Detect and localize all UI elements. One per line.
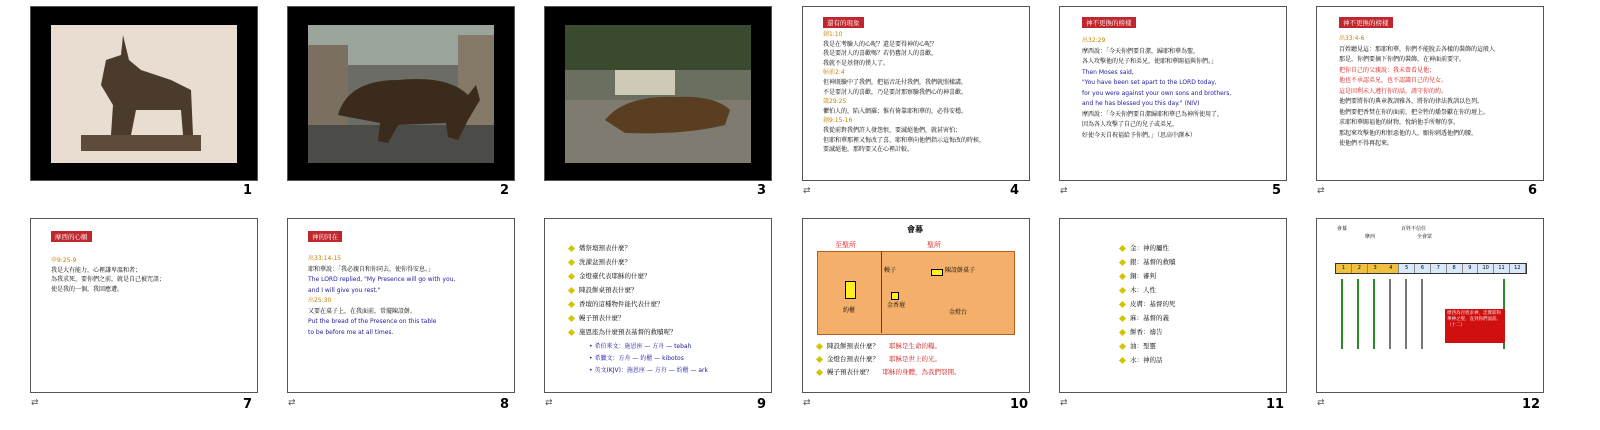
bullet-text: 銀：基督的救贖: [1130, 258, 1176, 266]
timeline-note: 摩西為百姓求神，忠實耶和華神之聖，直到你們面前。（十二）: [1445, 309, 1505, 343]
bullet-icon: [568, 314, 575, 321]
bullet-text: 水：神的話: [1130, 356, 1163, 364]
slide-text-line: 但耶和華那裡又悔改了喜，耶和華向他們指示這悔改的時候，: [823, 136, 986, 144]
most-holy-label: 至聖所: [835, 241, 856, 249]
slide-text-line: 求耶和華賜福他的財物，悅納他手所辦的事。: [1339, 119, 1460, 126]
slide-number: 3: [757, 183, 767, 198]
slide-text-line: 那是，你們要摘下你們的裝飾，在神面前要守。: [1339, 56, 1466, 63]
timeline-cell: 8: [1447, 264, 1463, 273]
slide-text-line: 我是大有能力，心裡謙卑溫和者；: [51, 266, 142, 274]
bullet-text: 金燈臺代表耶穌的什麼？: [579, 272, 651, 280]
slide-number: 12: [1522, 397, 1541, 412]
slide-number: 9: [757, 397, 767, 412]
slide-thumbnail-9[interactable]: [544, 218, 772, 393]
slide-text-line: 耶和華說：「我必親自和你同去，使你得安息。」: [308, 265, 435, 273]
slide-text-line: 創9:15-16: [823, 117, 853, 125]
bullet-icon: [1119, 342, 1126, 349]
slide-transition-icon[interactable]: ⇄: [1317, 398, 1325, 408]
timeline-cell: 4: [1383, 264, 1399, 273]
slide-transition-icon[interactable]: ⇄: [1060, 186, 1068, 196]
bullet-icon: [568, 272, 575, 279]
slide-thumbnail-1[interactable]: [30, 6, 258, 181]
bullet-text: 皮膚：基督的死: [1130, 300, 1176, 308]
slide-number: 6: [1528, 183, 1538, 198]
slide-number: 2: [500, 183, 510, 198]
slide-text-line: 箴29:25: [823, 98, 847, 106]
timeline-cell: 7: [1431, 264, 1447, 273]
bullet-icon: [568, 244, 575, 251]
slide-number: 11: [1266, 397, 1285, 412]
veil-line: [881, 251, 882, 333]
slide-thumbnail-6[interactable]: [1316, 6, 1544, 181]
timeline-cell: 3: [1368, 264, 1384, 273]
sub-bullet-item: • 英文(KJV)：施恩座 — 方舟 — 約櫃 — ark: [589, 367, 708, 374]
bullet-item: [1120, 299, 1176, 308]
slide-text-line: 摩西說：「今天你們要自潔歸耶和華已為神所使用了，: [1082, 110, 1224, 118]
bullet-question: 金燈台預表什麼？: [827, 355, 879, 363]
bullet-icon: [816, 342, 823, 349]
timeline-top-label: 會幕: [1337, 226, 1348, 232]
slide-heading-tag: 神的同在: [308, 231, 342, 242]
slide-text-line: 把你自己的父親說：我未曾看見他；: [1339, 66, 1436, 74]
bullet-text: 金：神的屬性: [1130, 244, 1169, 252]
slide-text-line: 出33:4-6: [1339, 35, 1365, 42]
slide-text-line: 百姓聽見這：那耶和華，你們不能脫去各樣的裝飾的這般人: [1339, 45, 1496, 53]
bullet-text: 洗濯盆預表什麼？: [579, 258, 631, 266]
slide-text-line: 但神既驗中了我們，把福音託付我們，我們就照樣講，: [823, 79, 968, 86]
bullet-item: [569, 271, 651, 280]
slide-text-line: and I will give you rest.": [308, 286, 381, 294]
bullet-item: [569, 243, 631, 252]
slide-text-line: for you were against your own sons and brothers,: [1082, 89, 1232, 97]
slide-number: 10: [1010, 397, 1029, 412]
slide-text-line: 他們要將你的典章教訓雅各，將你的律法教訓以色列。: [1339, 98, 1484, 105]
bullet-item: [1120, 355, 1163, 364]
bullet-text: 油：聖靈: [1130, 342, 1156, 350]
slide-text-line: 各人攻擊他的兒子和弟兄，使耶和華賜福與你們。」: [1082, 58, 1218, 65]
bullet-text: 麻：基督的義: [1130, 314, 1169, 322]
slide-text-line: 帖前2:4: [823, 69, 845, 77]
slide-text-line: 使是我的一個，我回應遭。: [51, 285, 124, 293]
ark-label: 約櫃: [843, 307, 856, 314]
slide-thumbnail-5[interactable]: [1059, 6, 1287, 181]
bullet-item: [1120, 327, 1163, 336]
slide-thumbnail-8[interactable]: [287, 218, 515, 393]
slide-number: 4: [1010, 183, 1020, 198]
slide-text-line: to be before me at all times.: [308, 328, 394, 336]
bullet-item: [817, 341, 941, 350]
bullet-item: [1120, 271, 1156, 280]
bullet-item: [1120, 243, 1169, 252]
bullet-icon: [1119, 300, 1126, 307]
slide-text-line: 我是要討人的喜歡嗎？若仍舊討人的喜歡，: [823, 50, 938, 58]
table-label: 陳設餅桌子: [945, 267, 976, 274]
slide-heading-tag: 神不更換的榜樣: [1082, 17, 1136, 28]
bullet-icon: [1119, 244, 1126, 251]
slide-text-line: 為我求死，要你們之前，就是自己被咒詛；: [51, 276, 166, 283]
tabernacle-title: 會幕: [907, 225, 923, 234]
timeline-top-label: 摩西: [1365, 234, 1376, 240]
slide-heading-tag: 摩西的心願: [51, 231, 92, 242]
bullet-icon: [1119, 314, 1126, 321]
slide-transition-icon[interactable]: ⇄: [31, 398, 39, 408]
lampstand-label: 金燈台: [949, 309, 968, 316]
timeline-cell: 11: [1494, 264, 1510, 273]
bullet-icon: [568, 300, 575, 307]
slide-thumbnail-12[interactable]: [1316, 218, 1544, 393]
timeline-top-label: 全會眾: [1417, 234, 1433, 240]
bullet-icon: [1119, 356, 1126, 363]
slide-text-line: 好使今天自祝福給予你們。」（思高中譯本）: [1082, 131, 1197, 139]
timeline-cell: 1: [1336, 264, 1352, 273]
slide-thumbnail-4[interactable]: [802, 6, 1030, 181]
slide-transition-icon[interactable]: ⇄: [803, 186, 811, 196]
bullet-text: 木：人性: [1130, 286, 1156, 294]
charging-bull-photo: [308, 25, 494, 163]
slide-text-line: 我是在考驗人的心呢？還是要得神的心呢？: [823, 40, 938, 48]
bullet-item: [817, 354, 941, 363]
bullet-icon: [816, 368, 823, 375]
slide-text-line: 我從前對我們許人發怨恨，要滅絕他們，就甚害怕；: [823, 127, 962, 134]
slide-text-line: 申9:25-9: [51, 257, 77, 264]
slide-text-line: 出33:14-15: [308, 255, 342, 262]
bullet-item: [569, 285, 638, 294]
slide-transition-icon[interactable]: ⇄: [1317, 186, 1325, 196]
bullet-item: [1120, 341, 1156, 350]
slide-number: 5: [1272, 183, 1282, 198]
sub-bullet-item: • 希臘文：方舟 — 約櫃 — kibotos: [589, 355, 684, 362]
bullet-item: [1120, 257, 1176, 266]
holy-place-label: 聖所: [927, 241, 941, 249]
slide-text-line: 不是要討人的喜歡，乃是要討那察驗我們心的神喜歡。: [823, 88, 968, 96]
timeline-cell: 6: [1415, 264, 1431, 273]
sub-bullet-item: • 希伯來文：施恩座 — 方舟 — tebah: [589, 343, 692, 350]
bullet-icon: [1119, 286, 1126, 293]
fallen-bull-photo: [565, 25, 751, 163]
slide-thumbnail-3[interactable]: [544, 6, 772, 181]
slide-text-line: 懼怕人的，陷入網羅；惟有倚靠耶和華的，必得安穩。: [823, 107, 968, 115]
slide-thumbnail-11[interactable]: [1059, 218, 1287, 393]
timeline-cell: 2: [1352, 264, 1368, 273]
bullet-item: [569, 313, 625, 322]
slide-transition-icon[interactable]: ⇄: [803, 398, 811, 408]
timeline-cell: 10: [1478, 264, 1494, 273]
bullet-item: [569, 257, 631, 266]
bullet-item: [1120, 285, 1156, 294]
timeline-top-label: 百姓不信任: [1401, 226, 1427, 232]
slide-text-line: 又要在桌子上，在我面前，常擺陳設餅。: [308, 307, 417, 315]
bullet-answer: 耶穌的身體，為我們裂開。: [882, 368, 961, 376]
altar-marker: [891, 292, 899, 300]
slide-transition-icon[interactable]: ⇄: [545, 398, 553, 408]
slide-text-line: 他們要把香焚在你的面前，把全牲的燔祭獻在你的壇上。: [1339, 108, 1490, 116]
ark-marker: [845, 281, 856, 299]
timeline-bar: [1335, 263, 1527, 274]
bullet-text: 銅：審判: [1130, 272, 1156, 280]
veil-label: 幔子: [884, 267, 897, 274]
bullet-item: [569, 327, 677, 336]
slide-text-line: 要滅絕他，那時要又在心裡計較。: [823, 146, 914, 154]
slide-text-line: The LORD replied, "My Presence will go with you,: [308, 276, 456, 283]
bullet-question: 陳設餅預表什麼？: [827, 342, 879, 350]
slide-text-line: "You have been set apart to the LORD today,: [1082, 79, 1217, 86]
bullet-text: 餅香：禱告: [1130, 328, 1163, 336]
bullet-icon: [1119, 328, 1126, 335]
slide-text-line: 創1:10: [823, 31, 843, 38]
bullet-icon: [568, 286, 575, 293]
bullet-icon: [568, 258, 575, 265]
slide-transition-icon[interactable]: ⇄: [288, 398, 296, 408]
slide-text-line: and he has blessed you this day." (NIV): [1082, 100, 1200, 107]
bullet-answer: 耶穌是生命的糧。: [889, 342, 941, 350]
slide-text-line: 使他們不得再起來。: [1339, 140, 1394, 147]
bullet-answer: 耶穌是世上的光。: [889, 355, 941, 363]
bullet-item: [1120, 313, 1169, 322]
slide-transition-icon[interactable]: ⇄: [1060, 398, 1068, 408]
slide-number: 1: [243, 183, 253, 198]
slide-thumbnail-2[interactable]: [287, 6, 515, 181]
bullet-icon: [1119, 258, 1126, 265]
slide-text-line: 摩西說：「今天你們要自潔，歸耶和華為聖，: [1082, 47, 1200, 55]
slide-number: 8: [500, 397, 510, 412]
slide-thumbnail-7[interactable]: [30, 218, 258, 393]
slide-text-line: Then Moses said,: [1082, 68, 1134, 76]
slide-text-line: 他也不承認弟兄，也不認識自己的兒女。: [1339, 77, 1448, 84]
slide-text-line: 這是因利未人遵行你的話，謹守你的約。: [1339, 87, 1448, 95]
statue-photo: [51, 25, 237, 163]
slide-text-line: Put the bread of the Presence on this table: [308, 318, 437, 325]
slide-thumbnail-10[interactable]: [802, 218, 1030, 393]
timeline-cell: 9: [1462, 264, 1478, 273]
slide-text-line: 那起來攻擊他的和恨惡他的人，願你刺透他們的腰，: [1339, 129, 1478, 137]
bullet-question: 幔子預表什麼？: [827, 368, 873, 376]
bullet-item: [569, 299, 664, 308]
table-marker: [931, 269, 943, 276]
timeline-cell: 12: [1510, 264, 1526, 273]
bullet-text: 燔祭壇預表什麼？: [579, 244, 631, 252]
bullet-icon: [568, 328, 575, 335]
slide-heading-tag: 神不更換的榜樣: [1339, 17, 1393, 28]
bullet-icon: [816, 355, 823, 362]
bullet-text: 施恩座為什麼預表基督的救贖呢？: [579, 328, 677, 336]
slide-text-line: 出25:30: [308, 297, 332, 304]
altar-label: 金香壇: [887, 302, 906, 309]
bullet-item: [817, 367, 961, 376]
slide-text-line: 我就不是基督的僕人了。: [823, 59, 890, 67]
bullet-icon: [1119, 272, 1126, 279]
bullet-text: 陳設餅桌預表什麼？: [579, 286, 638, 294]
bullet-text: 香壇的這種物件能代表什麼？: [579, 300, 664, 308]
timeline-cell: 5: [1399, 264, 1415, 273]
bullet-text: 幔子預表什麼？: [579, 314, 625, 322]
slide-text-line: 因為各人攻擊了自己的兒子或弟兄，: [1082, 121, 1179, 128]
slide-heading-tag: 還有的現象: [823, 17, 864, 28]
slide-text-line: 出32:29: [1082, 37, 1106, 44]
slide-number: 7: [243, 397, 253, 412]
